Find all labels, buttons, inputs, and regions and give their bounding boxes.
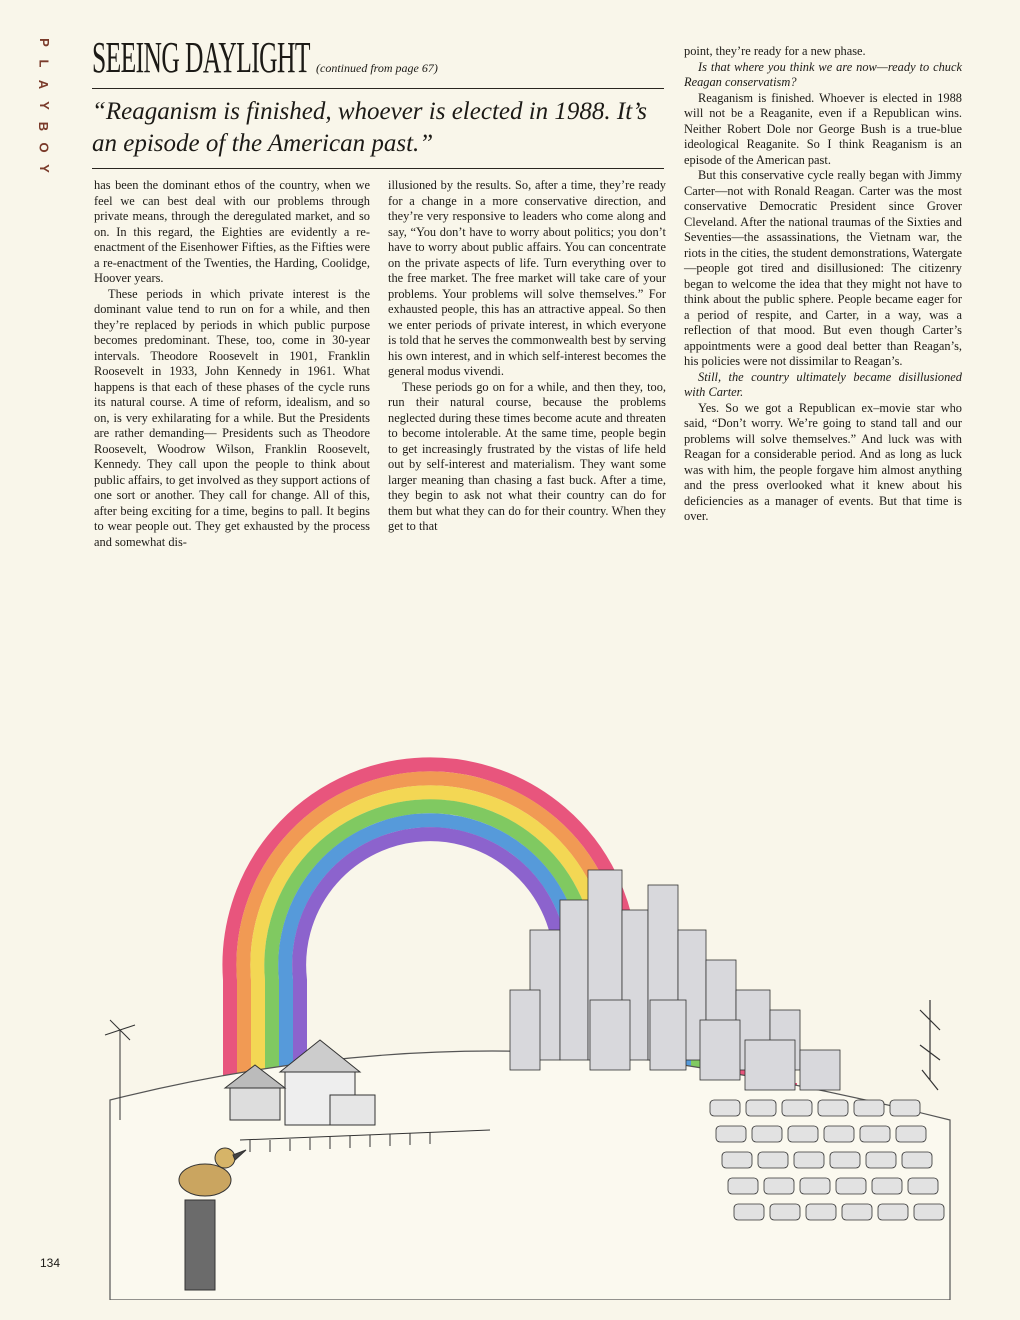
car: [722, 1152, 752, 1168]
vertical-letter: Y: [36, 164, 52, 173]
car: [794, 1152, 824, 1168]
building: [650, 1000, 686, 1070]
car: [830, 1152, 860, 1168]
text-column-2: [388, 178, 666, 535]
artist-signature: [920, 1000, 940, 1090]
car: [806, 1204, 836, 1220]
building: [745, 1040, 795, 1090]
car: [908, 1178, 938, 1194]
vertical-letter: P: [36, 38, 52, 47]
car: [770, 1204, 800, 1220]
rainbow-illustration: [90, 700, 970, 1300]
paragraph: illusioned by the results. So, after a time, they’re ready for a change in a more conservative direction, and they’re very responsive to leaders who come along and say, “You don’t have to worry about politics; you don’t have to worry about public affairs. You can concentrate on the private aspects of life. Turn everything over to the free market. The free market will take care of your problems. Your problems will solve themselves.” For exhausted people, this has an attractive appeal. So then we enter periods of private interest, in which everyone is told that he serves the commonwealth best by serving his own interest, and in which self-interest becomes the general modus vivendi.: [388, 178, 666, 378]
text-column-1: [94, 178, 370, 550]
car: [842, 1204, 872, 1220]
car: [896, 1126, 926, 1142]
car: [878, 1204, 908, 1220]
car: [752, 1126, 782, 1142]
paragraph: These periods in which private interest is the dominant value tend to run on for a while, and then they’re replaced by periods in which public purpose becomes predominant. These, too, come in 30-year intervals. Theodore Roosevelt in 1901, Franklin Roosevelt in 1933, John Kennedy in 1961. What happens is that each of these phases of the cycle runs its natural course. A time of reform, idealism, and so on, is very exhilarating for a while. But the Presidents are rather demanding— Presidents such as Theodore Roosevelt, Woodrow Wilson, Franklin Roosevelt, Kennedy. They call upon the people to think about public affairs, to get involved as they support actions of one sort or another. They call for change. All of this, after being exciting for a time, begins to pall. It begins to wear people out. They get exhausted by the process and somewhat dis-: [94, 286, 370, 549]
car: [728, 1178, 758, 1194]
page-number: 134: [40, 1256, 61, 1270]
car: [872, 1178, 902, 1194]
paragraph: Yes. So we got a Republican ex–movie star who said, “Don’t worry. We’re going to stand tall and our problems will solve themselves.” And luck was with Reagan for a considerable period. And as long as luck was with him, the people forgave him almost anything and the press overlooked what it knew about his deficiencies as a manager of events. But that time is over.: [684, 400, 962, 523]
magazine-name-vertical: [34, 36, 54, 175]
paragraph: But this conservative cycle really began with Jimmy Carter—not with Ronald Reagan. Carter was the most conservative Democratic President since Grover Cleveland. After the national traumas of the Sixties and Seventies—the assassinations, the Vietnam war, the riots in the cities, the student demonstrations, Watergate—people got tired and disillusioned: The citizenry began to welcome the idea that they might not have to think about the public sphere. People became eager for a period of respite, and Carter, in a way, was a reflection of that mood. But even though Carter’s appointments were a good deal better than Reagan’s, his policies were not dissimilar to Reagan’s.: [684, 168, 962, 368]
top-rule: [92, 88, 664, 89]
car: [902, 1152, 932, 1168]
car: [800, 1178, 830, 1194]
bottom-rule: [92, 168, 664, 169]
car: [836, 1178, 866, 1194]
car: [854, 1100, 884, 1116]
pull-quote: “Reaganism is finished, whoever is elected in 1988. It’s an episode of the American past.”: [92, 98, 648, 157]
paragraph: point, they’re ready for a new phase.: [684, 44, 866, 58]
building: [590, 1000, 630, 1070]
paragraph: has been the dominant ethos of the country, when we feel we can best deal with our problems through private means, through the deregulated market, and so on. In this regard, the Eighties are evidently a re-enactment of the Eisenhower Fifties, as the Fifties were a re-enactment of the Twenties, the Harding, Coolidge, Hoover years.: [94, 178, 370, 285]
car: [746, 1100, 776, 1116]
vertical-letter: O: [36, 142, 52, 153]
car: [866, 1152, 896, 1168]
interview-question: Is that where you think we are now—ready to chuck Reagan conservatism?: [684, 59, 962, 89]
interview-question: Still, the country ultimately became disillusioned with Carter.: [684, 369, 962, 399]
article-title: SEEING DAYLIGHT: [92, 33, 310, 82]
article-headline: [92, 33, 672, 82]
car: [710, 1100, 740, 1116]
text-column-3: [684, 44, 962, 525]
building: [700, 1020, 740, 1080]
car: [818, 1100, 848, 1116]
paragraph: Reaganism is finished. Whoever is elected in 1988 will not be a Reaganite, even if a Republican wins. Neither Robert Dole nor George Bush is a true-blue ideological Reaganite. So I think Reaganism is an episode of the American past.: [684, 90, 962, 167]
building: [510, 990, 540, 1070]
vertical-letter: A: [36, 79, 52, 90]
continued-note: (continued from page 67): [316, 61, 438, 75]
car: [764, 1178, 794, 1194]
car: [824, 1126, 854, 1142]
vertical-letter: B: [36, 121, 52, 132]
vertical-letter: Y: [36, 101, 52, 110]
car: [914, 1204, 944, 1220]
car: [734, 1204, 764, 1220]
car: [758, 1152, 788, 1168]
car: [890, 1100, 920, 1116]
building: [560, 900, 588, 1060]
vertical-letter: L: [36, 59, 52, 68]
car: [716, 1126, 746, 1142]
car: [788, 1126, 818, 1142]
car: [782, 1100, 812, 1116]
car: [860, 1126, 890, 1142]
building: [800, 1050, 840, 1090]
paragraph: These periods go on for a while, and then they, too, run their natural course, because the problems neglected during these times become acute and threaten to become intolerable. At the same time, people begin to get increasingly frustrated by the vistas of life held out by self-interest and materialism. They want some larger meaning than chasing a fast buck. After a time, they begin to ask not what their country can do for them but what they can do for their country. When they get to that: [388, 379, 666, 533]
